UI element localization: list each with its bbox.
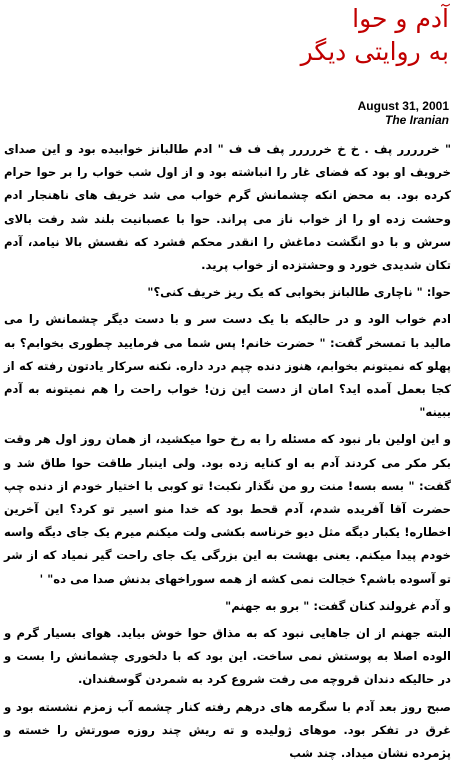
paragraph: و این اولین بار نبود که مسئله را به رخ حوا میکشید، از همان روز اول هر وقت بکر مکر می کردند آدم به او کنایه زده بود. ولی اینبار طاقت حوا طاق شد و گفت: " بسه بسه! منت رو من نگذار نکبت! تو کوبی با اختیار خودم از دنده چپ حضرت آقا آفریده شدم، آدم قحط بود که خدا منو اسیر تو کرد؟ این آخرین اخطاره! یکبار دیگه مثل دیو خرناسه بکشی ولت میکنم میرم یک جای دیگه واسه خودم پیدا میکنم. یعنی بهشت به این بزرگی یک جای راحت گیر نمیاد که از شر تو آسوده باشم؟ خجالت نمی کشه از همه سوراخهای بدنش صدا می ده" ' <box>4 432 451 586</box>
title-line-2: به روایتی دیگر <box>300 37 449 66</box>
dateline <box>358 99 449 127</box>
paragraph: صبح روز بعد آدم با سگرمه های درهم رفته کنار چشمه آب زمزم نشسته بود و غرق در تفکر بود. موهای ژولیده و ته ریش چند روزه صورتش را خسته و پژمرده نشان میداد. چند شب <box>4 699 451 761</box>
paragraph: " خررررر پف . خ خ خررررر پف ف ف " ادم طالبانز خوابیده بود و این صدای خرویف او بود که فضای غار را انباشته بود و از اول شب خواب را بر حوا حرام کرده بود. به محض انکه چشمانش گرم خواب می شد خریف های ناهنجار ادم وحشت زده او را از خواب ناز می پراند. حوا با عصبانیت بلند شد رفت بالای سرش و با دو انگشت دماغش را انقدر محکم فشرد که نفسش بالا نیامد، آدم تکان شدیدی خورد و وحشتزده از خواب پرید. <box>4 142 451 273</box>
publish-date: August 31, 2001 <box>357 99 449 113</box>
title-line-1: آدم و حوا <box>352 4 449 33</box>
publication-name: The Iranian <box>384 113 449 127</box>
paragraph: ادم خواب الود و در حالیکه با یک دست سر و با دست دیگر چشمانش را می مالید با تمسخر گفت: " حضرت خانم! پس شما می فرمایید چطوری بخوابم؟ به پهلو که نمیتونم بخوابم، هنوز دنده چپم درد داره. نکنه سرکار یادتون رفته که از کجا بعمل آمده اید؟ امان از دست این زن! خواب راحت را هم نمیتونه به آدم ببینه" <box>4 312 451 420</box>
paragraph: حوا: " ناچاری طالبانز بخوابی که یک ریز خریف کنی؟" <box>147 285 451 300</box>
article-title <box>301 2 449 69</box>
paragraph: البته جهنم از ان جاهایی نبود که به مذاق حوا خوش بیاید. هوای بسیار گرم و الوده اصلا به پوستش نمی ساخت. این بود که با دلخوری چشمانش را بست و در حالیکه دندان قروچه می رفت شروع کرد به شمردن گوسفندان. <box>4 626 451 687</box>
paragraph: و آدم غرولند کنان گفت: " برو به جهنم" <box>225 598 451 613</box>
article-body <box>4 138 451 769</box>
